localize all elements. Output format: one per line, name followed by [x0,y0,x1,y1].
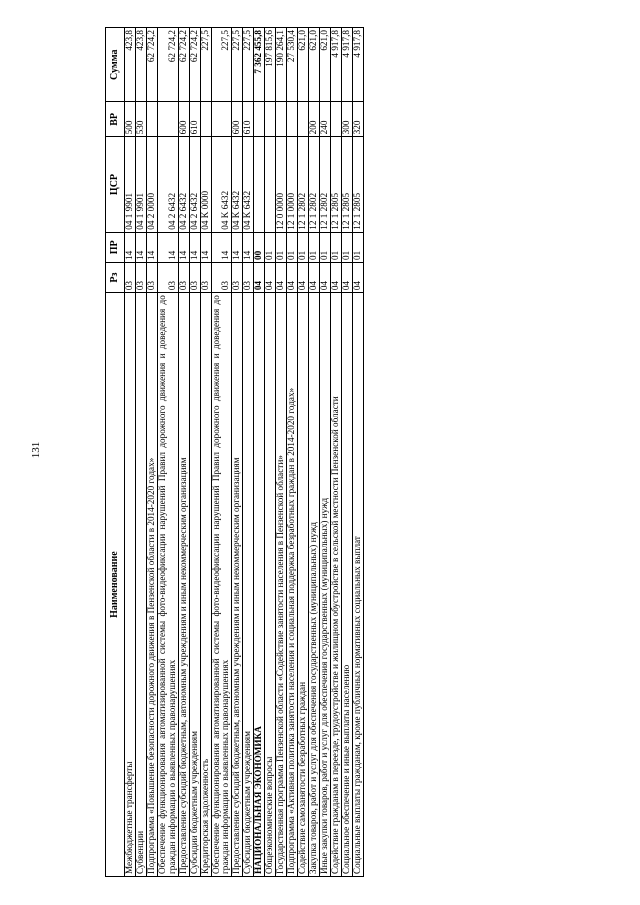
table-row [341,28,352,877]
row-name: Иные закупки товаров, работ и услуг для обеспечения государственных (муниципальных) нужд [319,293,330,877]
table-row [254,28,265,877]
row-vr [157,102,178,137]
table-row [189,28,200,877]
row-sum: 27 530,4 [287,28,298,102]
row-vr [330,102,341,137]
table-row [276,28,287,877]
row-sum: 62 724,2 [157,28,178,102]
table-row [243,28,254,877]
row-rz: 04 [352,262,363,292]
row-csr: 12 1 0000 [287,137,298,232]
table-row [330,28,341,877]
row-rz: 04 [330,262,341,292]
row-rz: 03 [232,262,243,292]
table-row [287,28,298,877]
row-name: Государственная программа Пензенской области «Содействие занятости населения в Пензенской области» [276,293,287,877]
row-pr: 01 [330,232,341,262]
row-rz: 04 [341,262,352,292]
row-vr [200,102,211,137]
row-name: Общеэкономические вопросы [265,293,276,877]
row-csr: 04 K 6432 [243,137,254,232]
table-row [200,28,211,877]
row-sum: 227,5 [211,28,232,102]
row-sum: 197 815,6 [265,28,276,102]
rotated-page-content [105,27,555,877]
budget-table [105,27,364,877]
row-pr: 14 [146,232,157,262]
row-sum: 7 362 455,8 [254,28,265,102]
row-csr: 04 K 6432 [211,137,232,232]
row-name: Субсидии бюджетным учреждениям [243,293,254,877]
row-rz: 04 [287,262,298,292]
row-rz: 04 [308,262,319,292]
row-vr: 610 [243,102,254,137]
row-name: Обеспечение функционирования автоматизированной системы фото-видеофиксации нарушений Правил дорожного движения и доведения до граждан информации о выявленных правонарушениях [211,293,232,877]
row-name: Субвенции [135,293,146,877]
row-rz: 04 [298,262,309,292]
row-sum: 190 264,1 [276,28,287,102]
row-rz: 03 [189,262,200,292]
header-name: Наименование [106,293,125,877]
row-csr: 12 0 0000 [276,137,287,232]
row-csr: 04 K 6432 [232,137,243,232]
row-vr: 600 [232,102,243,137]
row-csr [254,137,265,232]
header-sum: Сумма [106,28,125,102]
row-csr: 04 2 0000 [146,137,157,232]
row-rz: 03 [178,262,189,292]
row-pr: 01 [287,232,298,262]
row-csr: 12 1 2802 [298,137,309,232]
row-pr: 01 [308,232,319,262]
row-pr: 01 [352,232,363,262]
row-rz: 04 [265,262,276,292]
row-rz: 04 [254,262,265,292]
row-vr [254,102,265,137]
row-pr: 14 [189,232,200,262]
row-name: Подпрограмма «Активная политика занятости населения и социальная поддержка безработных граждан в 2014-2020 годах» [287,293,298,877]
row-name: Социальные выплаты гражданам, кроме публичных нормативных социальных выплат [352,293,363,877]
row-csr [265,137,276,232]
table-row [135,28,146,877]
row-sum: 227,5 [200,28,211,102]
row-sum: 621,0 [308,28,319,102]
table-row [125,28,136,877]
row-vr: 300 [341,102,352,137]
row-name: Обеспечение функционирования автоматизированной системы фото-видеофиксации нарушений Правил дорожного движения и доведения до граждан информации о выявленных правонарушениях [157,293,178,877]
header-csr: ЦСР [106,137,125,232]
row-vr [287,102,298,137]
row-rz: 03 [157,262,178,292]
row-csr: 04 K 0000 [200,137,211,232]
row-csr: 12 1 2802 [319,137,330,232]
row-rz: 03 [211,262,232,292]
row-pr: 14 [211,232,232,262]
table-row [319,28,330,877]
row-vr: 600 [178,102,189,137]
row-name: Социальное обеспечение и иные выплаты населению [341,293,352,877]
row-sum: 423,8 [125,28,136,102]
row-pr: 14 [178,232,189,262]
table-row [146,28,157,877]
row-rz: 04 [319,262,330,292]
row-rz: 03 [135,262,146,292]
table-row [211,28,232,877]
row-pr: 01 [298,232,309,262]
row-pr: 01 [341,232,352,262]
row-name: Субсидии бюджетным учреждениям [189,293,200,877]
row-rz: 04 [276,262,287,292]
row-sum: 62 724,2 [189,28,200,102]
row-pr: 14 [135,232,146,262]
page-number: 131 [30,441,42,459]
row-sum: 621,0 [298,28,309,102]
row-vr: 530 [135,102,146,137]
table-row [157,28,178,877]
row-sum: 62 724,2 [178,28,189,102]
row-vr [276,102,287,137]
row-csr: 12 1 2802 [308,137,319,232]
table-body [125,28,364,877]
row-csr: 04 2 6432 [157,137,178,232]
table-row [308,28,319,877]
row-name: Межбюджетные трансферты [125,293,136,877]
table-header-row [106,28,125,877]
row-csr: 12 1 2805 [352,137,363,232]
row-pr: 01 [276,232,287,262]
table-row [352,28,363,877]
table-row [232,28,243,877]
header-rz: Рз [106,262,125,292]
row-name: Содействие самозанятости безработных граждан [298,293,309,877]
row-sum: 4 917,8 [330,28,341,102]
row-sum: 62 724,2 [146,28,157,102]
header-vr: ВР [106,102,125,137]
row-rz: 03 [146,262,157,292]
row-csr: 12 1 2805 [330,137,341,232]
row-name: Закупка товаров, работ и услуг для обеспечения государственных (муниципальных) нужд [308,293,319,877]
row-pr: 01 [319,232,330,262]
row-vr [298,102,309,137]
row-name: Подпрограмма «Повышение безопасности дорожного движения в Пензенской области в 2014-2020 годах» [146,293,157,877]
row-pr: 00 [254,232,265,262]
row-rz: 03 [200,262,211,292]
row-name: НАЦИОНАЛЬНАЯ ЭКОНОМИКА [254,293,265,877]
table-row [298,28,309,877]
row-name: Содействие гражданам в переезде, трудоустройстве и жилищном обустройстве в сельской местности Пензенской области [330,293,341,877]
row-pr: 14 [157,232,178,262]
row-vr: 320 [352,102,363,137]
row-name: Кредиторская задолженность [200,293,211,877]
row-rz: 03 [125,262,136,292]
row-sum: 4 917,8 [352,28,363,102]
header-pr: ПР [106,232,125,262]
row-vr: 500 [125,102,136,137]
row-csr: 04 2 6432 [178,137,189,232]
row-sum: 227,5 [232,28,243,102]
row-vr [146,102,157,137]
row-vr [265,102,276,137]
row-csr: 12 1 2805 [341,137,352,232]
row-pr: 14 [125,232,136,262]
row-sum: 423,8 [135,28,146,102]
row-vr: 200 [308,102,319,137]
row-vr: 610 [189,102,200,137]
table-row [178,28,189,877]
table-row [265,28,276,877]
row-vr [211,102,232,137]
row-rz: 03 [243,262,254,292]
row-csr: 04 1 9901 [135,137,146,232]
row-sum: 621,0 [319,28,330,102]
row-sum: 227,5 [243,28,254,102]
row-pr: 14 [232,232,243,262]
row-pr: 14 [243,232,254,262]
row-csr: 04 2 6432 [189,137,200,232]
row-vr: 240 [319,102,330,137]
row-pr: 01 [265,232,276,262]
row-sum: 4 917,8 [341,28,352,102]
row-csr: 04 1 9901 [125,137,136,232]
row-name: Предоставление субсидий бюджетным, автономным учреждениям и иным некоммерческим организациям [232,293,243,877]
row-pr: 14 [200,232,211,262]
row-name: Предоставление субсидий бюджетным, автономным учреждениям и иным некоммерческим организациям [178,293,189,877]
